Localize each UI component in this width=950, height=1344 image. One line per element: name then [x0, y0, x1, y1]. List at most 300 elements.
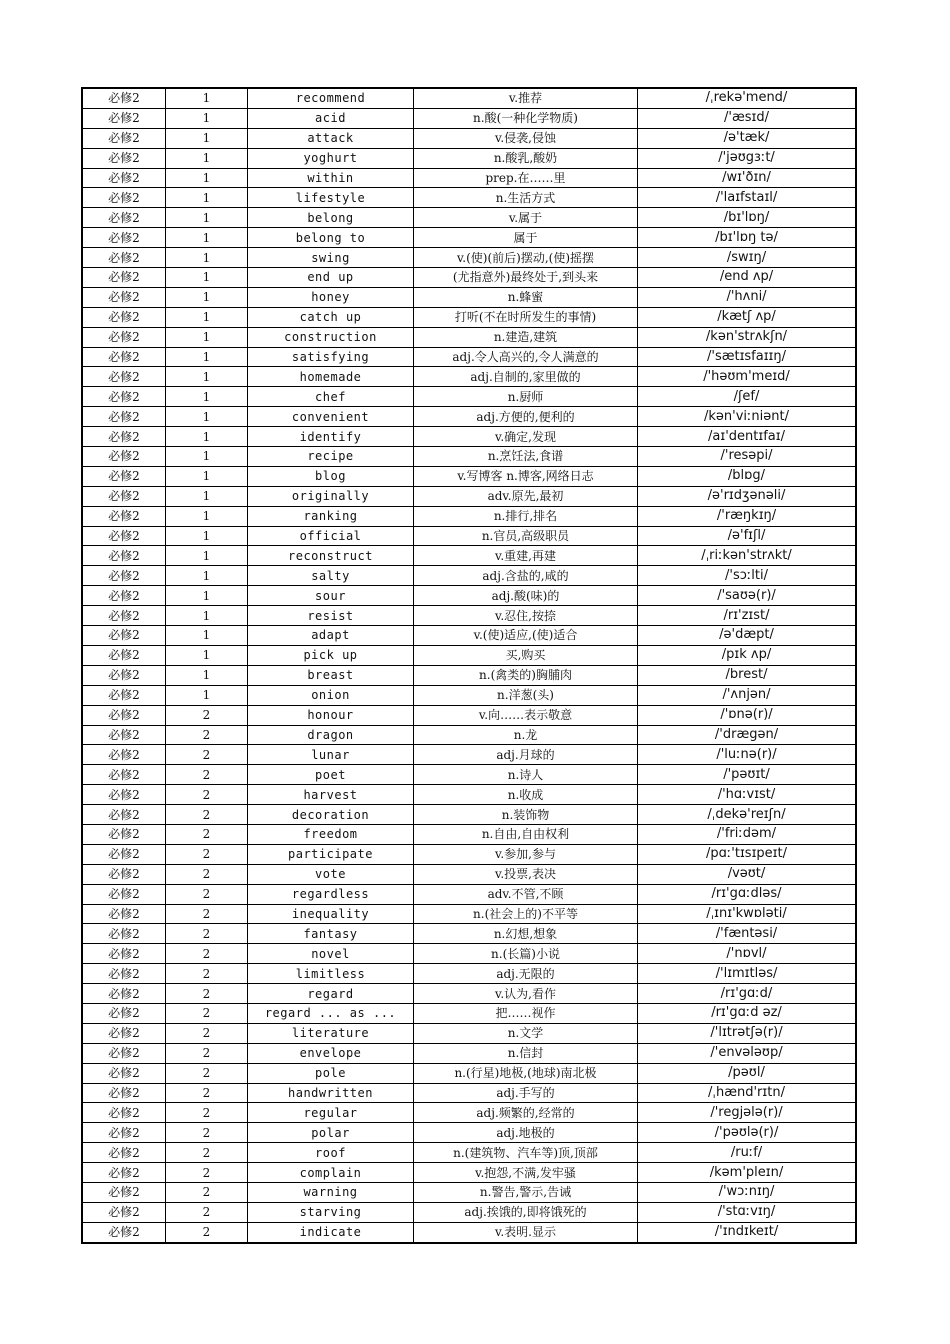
phonetic-cell: /'həʊm'meɪd/	[638, 367, 857, 387]
phonetic-cell: /aɪ'dentɪfaɪ/	[638, 427, 857, 447]
book-cell: 必修2	[82, 924, 166, 944]
phonetic-cell: /end ʌp/	[638, 268, 857, 288]
word-cell: limitless	[248, 964, 414, 984]
word-cell: pick up	[248, 645, 414, 665]
unit-cell: 1	[166, 347, 248, 367]
meaning-cell: adj.自制的,家里做的	[414, 367, 638, 387]
meaning-cell: 买,购买	[414, 645, 638, 665]
unit-cell: 1	[166, 546, 248, 566]
word-cell: roof	[248, 1143, 414, 1163]
meaning-cell: v.忍住,按捺	[414, 606, 638, 626]
phonetic-cell: /'pəʊɪt/	[638, 765, 857, 785]
meaning-cell: n.(建筑物、汽车等)顶,顶部	[414, 1143, 638, 1163]
word-cell: originally	[248, 486, 414, 506]
table-row	[82, 685, 856, 705]
word-cell: official	[248, 526, 414, 546]
word-cell: resist	[248, 606, 414, 626]
word-cell: regard	[248, 984, 414, 1004]
table-row	[82, 327, 856, 347]
book-cell: 必修2	[82, 88, 166, 108]
unit-cell: 1	[166, 526, 248, 546]
phonetic-cell: /bɪ'lɒŋ/	[638, 208, 857, 228]
unit-cell: 2	[166, 765, 248, 785]
table-row	[82, 506, 856, 526]
word-cell: convenient	[248, 407, 414, 427]
word-cell: honour	[248, 705, 414, 725]
book-cell: 必修2	[82, 108, 166, 128]
book-cell: 必修2	[82, 765, 166, 785]
unit-cell: 1	[166, 665, 248, 685]
phonetic-cell: /'regjələ(r)/	[638, 1103, 857, 1123]
table-row	[82, 208, 856, 228]
book-cell: 必修2	[82, 1222, 166, 1242]
book-cell: 必修2	[82, 566, 166, 586]
meaning-cell: n.自由,自由权利	[414, 824, 638, 844]
unit-cell: 2	[166, 1083, 248, 1103]
table-row	[82, 1063, 856, 1083]
book-cell: 必修2	[82, 327, 166, 347]
table-row	[82, 1023, 856, 1043]
phonetic-cell: /ə'dæpt/	[638, 626, 857, 646]
meaning-cell: v.写博客 n.博客,网络日志	[414, 466, 638, 486]
phonetic-cell: /'jəʊgɜːt/	[638, 148, 857, 168]
word-cell: blog	[248, 466, 414, 486]
meaning-cell: v.(使)适应,(使)适合	[414, 626, 638, 646]
book-cell: 必修2	[82, 268, 166, 288]
phonetic-cell: /ˌdekə'reɪʃn/	[638, 805, 857, 825]
phonetic-cell: /kən'strʌkʃn/	[638, 327, 857, 347]
table-row	[82, 1202, 856, 1222]
book-cell: 必修2	[82, 168, 166, 188]
unit-cell: 2	[166, 805, 248, 825]
word-cell: chef	[248, 387, 414, 407]
meaning-cell: v.认为,看作	[414, 984, 638, 1004]
meaning-cell: adj.地极的	[414, 1123, 638, 1143]
phonetic-cell: /pɪk ʌp/	[638, 645, 857, 665]
meaning-cell: adj.月球的	[414, 745, 638, 765]
meaning-cell: n.幻想,想象	[414, 924, 638, 944]
meaning-cell: n.龙	[414, 725, 638, 745]
unit-cell: 1	[166, 327, 248, 347]
phonetic-cell: /'wɔːnɪŋ/	[638, 1182, 857, 1202]
meaning-cell: v.抱怨,不满,发牢骚	[414, 1163, 638, 1183]
book-cell: 必修2	[82, 964, 166, 984]
meaning-cell: n.厨师	[414, 387, 638, 407]
word-cell: catch up	[248, 307, 414, 327]
table-row	[82, 785, 856, 805]
phonetic-cell: /'nɒvl/	[638, 944, 857, 964]
phonetic-cell: /'sɔːlti/	[638, 566, 857, 586]
word-cell: onion	[248, 685, 414, 705]
word-cell: within	[248, 168, 414, 188]
book-cell: 必修2	[82, 526, 166, 546]
book-cell: 必修2	[82, 248, 166, 268]
book-cell: 必修2	[82, 785, 166, 805]
unit-cell: 2	[166, 964, 248, 984]
word-cell: yoghurt	[248, 148, 414, 168]
meaning-cell: v.侵袭,侵蚀	[414, 128, 638, 148]
book-cell: 必修2	[82, 1043, 166, 1063]
unit-cell: 1	[166, 148, 248, 168]
word-cell: acid	[248, 108, 414, 128]
book-cell: 必修2	[82, 1083, 166, 1103]
word-cell: envelope	[248, 1043, 414, 1063]
book-cell: 必修2	[82, 864, 166, 884]
phonetic-cell: /'envələʊp/	[638, 1043, 857, 1063]
book-cell: 必修2	[82, 148, 166, 168]
book-cell: 必修2	[82, 1163, 166, 1183]
phonetic-cell: /ˌɪnɪ'kwɒləti/	[638, 904, 857, 924]
table-row	[82, 1123, 856, 1143]
meaning-cell: n.诗人	[414, 765, 638, 785]
table-row	[82, 168, 856, 188]
word-cell: vote	[248, 864, 414, 884]
word-cell: dragon	[248, 725, 414, 745]
phonetic-cell: /'ræŋkɪŋ/	[638, 506, 857, 526]
table-row	[82, 1083, 856, 1103]
meaning-cell: adj.酸(味)的	[414, 586, 638, 606]
meaning-cell: v.确定,发现	[414, 427, 638, 447]
unit-cell: 1	[166, 367, 248, 387]
meaning-cell: adj.含盐的,咸的	[414, 566, 638, 586]
table-row	[82, 1163, 856, 1183]
meaning-cell: adv.不管,不顾	[414, 884, 638, 904]
unit-cell: 1	[166, 486, 248, 506]
meaning-cell: n.信封	[414, 1043, 638, 1063]
word-cell: inequality	[248, 904, 414, 924]
book-cell: 必修2	[82, 1202, 166, 1222]
unit-cell: 2	[166, 1063, 248, 1083]
unit-cell: 1	[166, 128, 248, 148]
phonetic-cell: /ʃef/	[638, 387, 857, 407]
word-cell: breast	[248, 665, 414, 685]
meaning-cell: 属于	[414, 228, 638, 248]
table-row	[82, 367, 856, 387]
book-cell: 必修2	[82, 805, 166, 825]
table-row	[82, 944, 856, 964]
phonetic-cell: /kən'viːniənt/	[638, 407, 857, 427]
meaning-cell: n.(长篇)小说	[414, 944, 638, 964]
phonetic-cell: /'drægən/	[638, 725, 857, 745]
word-cell: starving	[248, 1202, 414, 1222]
phonetic-cell: /'æsɪd/	[638, 108, 857, 128]
unit-cell: 2	[166, 884, 248, 904]
unit-cell: 2	[166, 824, 248, 844]
book-cell: 必修2	[82, 1103, 166, 1123]
phonetic-cell: /vəʊt/	[638, 864, 857, 884]
word-cell: swing	[248, 248, 414, 268]
phonetic-cell: /ə'fɪʃl/	[638, 526, 857, 546]
phonetic-cell: /'laɪfstaɪl/	[638, 188, 857, 208]
word-cell: honey	[248, 287, 414, 307]
book-cell: 必修2	[82, 347, 166, 367]
word-cell: homemade	[248, 367, 414, 387]
unit-cell: 2	[166, 705, 248, 725]
vocabulary-table-body	[82, 88, 856, 1243]
phonetic-cell: /ˌriːkən'strʌkt/	[638, 546, 857, 566]
unit-cell: 2	[166, 924, 248, 944]
unit-cell: 1	[166, 387, 248, 407]
word-cell: complain	[248, 1163, 414, 1183]
table-row	[82, 526, 856, 546]
table-row	[82, 1143, 856, 1163]
table-row	[82, 447, 856, 467]
phonetic-cell: /ˌhænd'rɪtn/	[638, 1083, 857, 1103]
unit-cell: 1	[166, 287, 248, 307]
book-cell: 必修2	[82, 645, 166, 665]
phonetic-cell: /'saʊə(r)/	[638, 586, 857, 606]
table-row	[82, 1043, 856, 1063]
word-cell: reconstruct	[248, 546, 414, 566]
meaning-cell: 打听(不在时所发生的事情)	[414, 307, 638, 327]
phonetic-cell: /'fæntəsi/	[638, 924, 857, 944]
vocabulary-table	[81, 87, 857, 1244]
book-cell: 必修2	[82, 447, 166, 467]
table-row	[82, 427, 856, 447]
unit-cell: 2	[166, 944, 248, 964]
word-cell: participate	[248, 844, 414, 864]
book-cell: 必修2	[82, 1063, 166, 1083]
phonetic-cell: /kætʃ ʌp/	[638, 307, 857, 327]
phonetic-cell: /'resəpi/	[638, 447, 857, 467]
meaning-cell: adj.无限的	[414, 964, 638, 984]
table-row	[82, 407, 856, 427]
book-cell: 必修2	[82, 1023, 166, 1043]
table-row	[82, 725, 856, 745]
meaning-cell: v.向……表示敬意	[414, 705, 638, 725]
unit-cell: 1	[166, 506, 248, 526]
table-row	[82, 148, 856, 168]
table-row	[82, 88, 856, 108]
table-row	[82, 765, 856, 785]
meaning-cell: n.酸乳,酸奶	[414, 148, 638, 168]
word-cell: harvest	[248, 785, 414, 805]
meaning-cell: (尤指意外)最终处于,到头来	[414, 268, 638, 288]
unit-cell: 2	[166, 1202, 248, 1222]
word-cell: satisfying	[248, 347, 414, 367]
meaning-cell: adv.原先,最初	[414, 486, 638, 506]
phonetic-cell: /'luːnə(r)/	[638, 745, 857, 765]
book-cell: 必修2	[82, 626, 166, 646]
table-row	[82, 108, 856, 128]
word-cell: fantasy	[248, 924, 414, 944]
unit-cell: 2	[166, 904, 248, 924]
book-cell: 必修2	[82, 367, 166, 387]
unit-cell: 1	[166, 606, 248, 626]
table-row	[82, 705, 856, 725]
meaning-cell: n.蜂蜜	[414, 287, 638, 307]
word-cell: ranking	[248, 506, 414, 526]
meaning-cell: v.投票,表决	[414, 864, 638, 884]
table-row	[82, 228, 856, 248]
table-row	[82, 824, 856, 844]
unit-cell: 1	[166, 208, 248, 228]
phonetic-cell: /bɪ'lɒŋ tə/	[638, 228, 857, 248]
table-row	[82, 307, 856, 327]
book-cell: 必修2	[82, 745, 166, 765]
word-cell: lunar	[248, 745, 414, 765]
book-cell: 必修2	[82, 665, 166, 685]
book-cell: 必修2	[82, 128, 166, 148]
meaning-cell: n.(禽类的)胸脯肉	[414, 665, 638, 685]
phonetic-cell: /ə'rɪdʒənəli/	[638, 486, 857, 506]
table-row	[82, 745, 856, 765]
book-cell: 必修2	[82, 546, 166, 566]
table-row	[82, 606, 856, 626]
meaning-cell: n.收成	[414, 785, 638, 805]
book-cell: 必修2	[82, 824, 166, 844]
book-cell: 必修2	[82, 904, 166, 924]
table-row	[82, 128, 856, 148]
word-cell: adapt	[248, 626, 414, 646]
word-cell: freedom	[248, 824, 414, 844]
unit-cell: 2	[166, 864, 248, 884]
unit-cell: 2	[166, 1043, 248, 1063]
meaning-cell: n.生活方式	[414, 188, 638, 208]
meaning-cell: n.官员,高级职员	[414, 526, 638, 546]
word-cell: regardless	[248, 884, 414, 904]
meaning-cell: n.(行星)地极,(地球)南北极	[414, 1063, 638, 1083]
unit-cell: 2	[166, 1143, 248, 1163]
unit-cell: 1	[166, 307, 248, 327]
book-cell: 必修2	[82, 287, 166, 307]
unit-cell: 2	[166, 1222, 248, 1242]
table-row	[82, 984, 856, 1004]
table-row	[82, 964, 856, 984]
unit-cell: 1	[166, 88, 248, 108]
book-cell: 必修2	[82, 725, 166, 745]
book-cell: 必修2	[82, 188, 166, 208]
table-row	[82, 1222, 856, 1242]
book-cell: 必修2	[82, 844, 166, 864]
unit-cell: 1	[166, 586, 248, 606]
meaning-cell: adj.方便的,便利的	[414, 407, 638, 427]
table-row	[82, 347, 856, 367]
meaning-cell: prep.在……里	[414, 168, 638, 188]
table-row	[82, 248, 856, 268]
meaning-cell: n.烹饪法,食谱	[414, 447, 638, 467]
table-row	[82, 645, 856, 665]
word-cell: polar	[248, 1123, 414, 1143]
table-row	[82, 1103, 856, 1123]
table-row	[82, 466, 856, 486]
word-cell: warning	[248, 1182, 414, 1202]
table-row	[82, 287, 856, 307]
unit-cell: 2	[166, 1023, 248, 1043]
word-cell: decoration	[248, 805, 414, 825]
word-cell: construction	[248, 327, 414, 347]
book-cell: 必修2	[82, 307, 166, 327]
table-row	[82, 566, 856, 586]
table-row	[82, 884, 856, 904]
book-cell: 必修2	[82, 606, 166, 626]
phonetic-cell: /kəm'pleɪn/	[638, 1163, 857, 1183]
phonetic-cell: /'ɒnə(r)/	[638, 705, 857, 725]
word-cell: belong	[248, 208, 414, 228]
book-cell: 必修2	[82, 685, 166, 705]
phonetic-cell: /pɑː'tɪsɪpeɪt/	[638, 844, 857, 864]
word-cell: end up	[248, 268, 414, 288]
word-cell: literature	[248, 1023, 414, 1043]
table-row	[82, 924, 856, 944]
unit-cell: 2	[166, 1003, 248, 1023]
unit-cell: 1	[166, 248, 248, 268]
meaning-cell: adj.令人高兴的,令人满意的	[414, 347, 638, 367]
phonetic-cell: /pəʊl/	[638, 1063, 857, 1083]
unit-cell: 1	[166, 228, 248, 248]
meaning-cell: v.属于	[414, 208, 638, 228]
word-cell: novel	[248, 944, 414, 964]
meaning-cell: adj.手写的	[414, 1083, 638, 1103]
book-cell: 必修2	[82, 466, 166, 486]
book-cell: 必修2	[82, 586, 166, 606]
table-row	[82, 586, 856, 606]
phonetic-cell: /ˌrekə'mend/	[638, 88, 857, 108]
word-cell: recipe	[248, 447, 414, 467]
meaning-cell: v.重建,再建	[414, 546, 638, 566]
unit-cell: 1	[166, 427, 248, 447]
word-cell: attack	[248, 128, 414, 148]
phonetic-cell: /brest/	[638, 665, 857, 685]
phonetic-cell: /rɪ'gɑːd əz/	[638, 1003, 857, 1023]
book-cell: 必修2	[82, 1003, 166, 1023]
meaning-cell: n.建造,建筑	[414, 327, 638, 347]
unit-cell: 1	[166, 447, 248, 467]
word-cell: handwritten	[248, 1083, 414, 1103]
phonetic-cell: /'stɑːvɪŋ/	[638, 1202, 857, 1222]
phonetic-cell: /rɪ'gɑːd/	[638, 984, 857, 1004]
meaning-cell: n.(社会上的)不平等	[414, 904, 638, 924]
table-row	[82, 546, 856, 566]
table-row	[82, 486, 856, 506]
book-cell: 必修2	[82, 387, 166, 407]
meaning-cell: v.参加,参与	[414, 844, 638, 864]
unit-cell: 2	[166, 725, 248, 745]
meaning-cell: n.酸(一种化学物质)	[414, 108, 638, 128]
phonetic-cell: /rɪ'zɪst/	[638, 606, 857, 626]
table-row	[82, 626, 856, 646]
phonetic-cell: /'lɪtrətʃə(r)/	[638, 1023, 857, 1043]
unit-cell: 2	[166, 1123, 248, 1143]
unit-cell: 1	[166, 108, 248, 128]
unit-cell: 1	[166, 268, 248, 288]
unit-cell: 1	[166, 188, 248, 208]
meaning-cell: v.推荐	[414, 88, 638, 108]
meaning-cell: n.洋葱(头)	[414, 685, 638, 705]
book-cell: 必修2	[82, 944, 166, 964]
word-cell: pole	[248, 1063, 414, 1083]
phonetic-cell: /swɪŋ/	[638, 248, 857, 268]
phonetic-cell: /rɪ'gɑːdləs/	[638, 884, 857, 904]
unit-cell: 2	[166, 745, 248, 765]
phonetic-cell: /'pəʊlə(r)/	[638, 1123, 857, 1143]
book-cell: 必修2	[82, 486, 166, 506]
book-cell: 必修2	[82, 884, 166, 904]
table-row	[82, 188, 856, 208]
phonetic-cell: /blɒg/	[638, 466, 857, 486]
unit-cell: 2	[166, 1182, 248, 1202]
word-cell: recommend	[248, 88, 414, 108]
word-cell: lifestyle	[248, 188, 414, 208]
unit-cell: 1	[166, 566, 248, 586]
phonetic-cell: /ruːf/	[638, 1143, 857, 1163]
unit-cell: 2	[166, 1103, 248, 1123]
meaning-cell: n.文学	[414, 1023, 638, 1043]
phonetic-cell: /'hʌni/	[638, 287, 857, 307]
word-cell: sour	[248, 586, 414, 606]
meaning-cell: 把……视作	[414, 1003, 638, 1023]
meaning-cell: adj.挨饿的,即将饿死的	[414, 1202, 638, 1222]
